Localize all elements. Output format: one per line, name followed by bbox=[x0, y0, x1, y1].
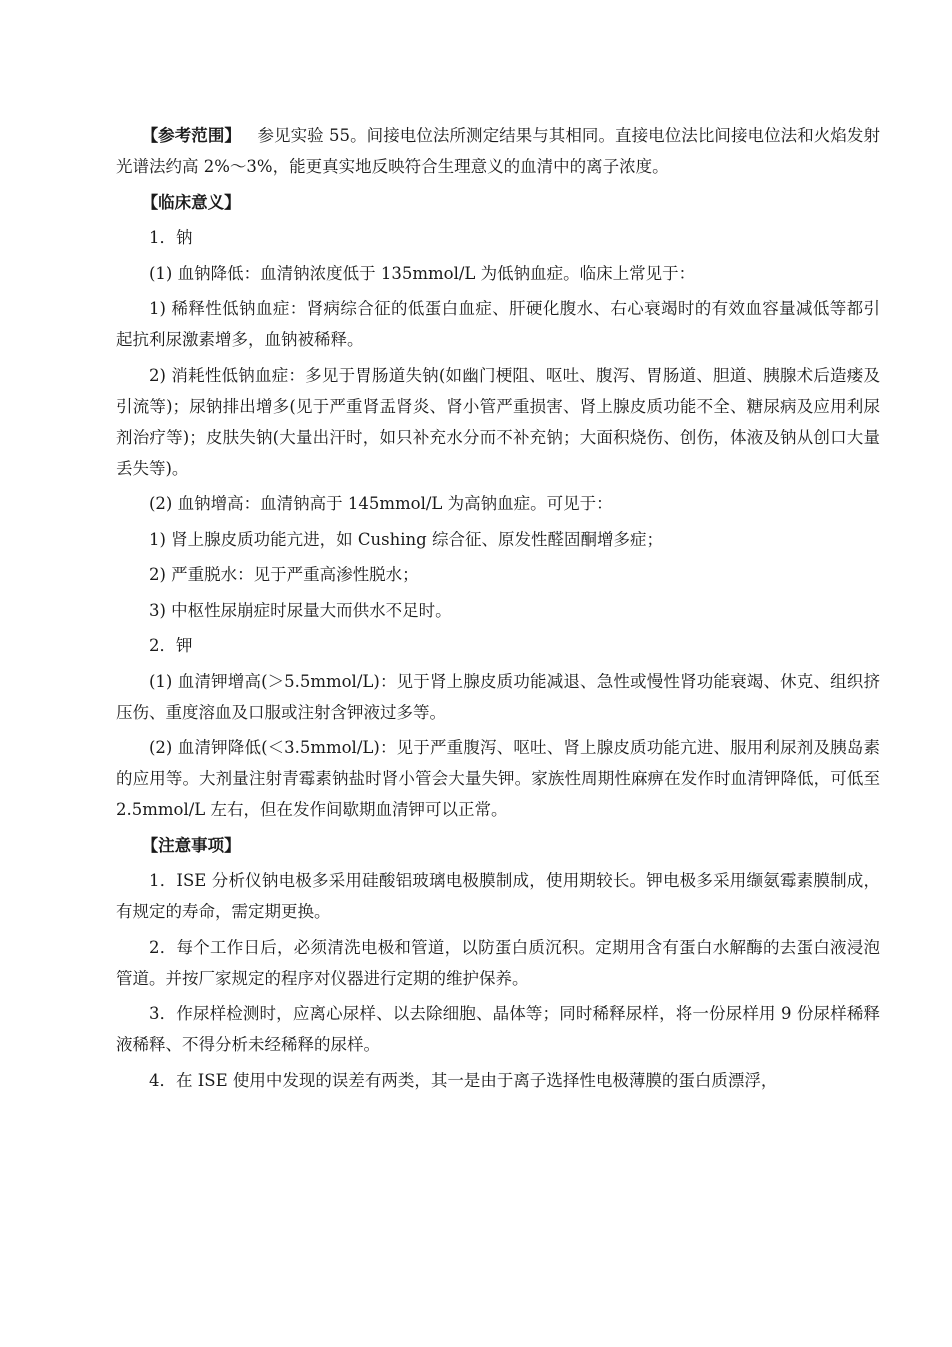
paragraph: 2．钾 bbox=[149, 636, 193, 655]
section-heading-clinical-significance: 【临床意义】 bbox=[141, 192, 241, 212]
section-heading-reference-range: 【参考范围】 bbox=[141, 126, 241, 145]
paragraph: (2) 血清钾降低(＜3.5mmol/L)：见于严重腹泻、呕吐、肾上腺皮质功能亢进、服用利尿剂及胰岛素的应用等。大剂量注射青霉素钠盐时肾小管会大量失钾。家族性周期性麻痹在发作时血清钾降低，可低至 2.5mmol/L 左右，但在发作间歇期血清钾可以正常。 bbox=[116, 738, 880, 819]
paragraph: 1) 稀释性低钠血症：肾病综合征的低蛋白血症、肝硬化腹水、右心衰竭时的有效血容量减低等都引起抗利尿激素增多，血钠被稀释。 bbox=[116, 299, 880, 349]
paragraph: 1．ISE 分析仪钠电极多采用硅酸铝玻璃电极膜制成，使用期较长。钾电极多采用缬氨霉素膜制成，有规定的寿命，需定期更换。 bbox=[116, 871, 880, 921]
reference-range-paragraph bbox=[116, 120, 880, 182]
paragraph-text: 参见实验 55。间接电位法所测定结果与其相同。直接电位法比间接电位法和火焰发射光谱法约高 2%～3%，能更真实地反映符合生理意义的血清中的离子浓度。 bbox=[116, 126, 880, 176]
paragraph: 1．钠 bbox=[149, 228, 193, 247]
paragraph: (1) 血钠降低：血清钠浓度低于 135mmol/L 为低钠血症。临床上常见于： bbox=[149, 263, 696, 283]
paragraph: (1) 血清钾增高(＞5.5mmol/L)：见于肾上腺皮质功能减退、急性或慢性肾功能衰竭、休克、组织挤压伤、重度溶血及口服或注射含钾液过多等。 bbox=[116, 671, 880, 722]
paragraph: 2．每个工作日后，必须清洗电极和管道，以防蛋白质沉积。定期用含有蛋白水解酶的去蛋白液浸泡管道。并按厂家规定的程序对仪器进行定期的维护保养。 bbox=[116, 937, 880, 988]
document-body bbox=[116, 120, 880, 1100]
paragraph: (2) 血钠增高：血清钠高于 145mmol/L 为高钠血症。可见于： bbox=[149, 494, 613, 513]
paragraph: 3．作尿样检测时，应离心尿样、以去除细胞、晶体等；同时稀释尿样，将一份尿样用 9 份尿样稀释液稀释、不得分析未经稀释的尿样。 bbox=[116, 1004, 880, 1054]
paragraph: 2) 消耗性低钠血症：多见于胃肠道失钠(如幽门梗阻、呕吐、腹泻、胃肠道、胆道、胰腺术后造瘘及引流等)；尿钠排出增多(见于严重肾盂肾炎、肾小管严重损害、肾上腺皮质功能不全、糖尿病及应用利尿剂治疗等)；皮肤失钠(大量出汗时，如只补充水分而不补充钠；大面积烧伤、创伤，体液及钠从创口大量丢失等)。 bbox=[116, 365, 880, 478]
paragraph: 4．在 ISE 使用中发现的误差有两类，其一是由于离子选择性电极薄膜的蛋白质漂浮， bbox=[149, 1070, 778, 1090]
paragraph: 1) 肾上腺皮质功能亢进，如 Cushing 综合征、原发性醛固酮增多症； bbox=[149, 529, 663, 549]
paragraph: 3) 中枢性尿崩症时尿量大而供水不足时。 bbox=[149, 600, 452, 620]
section-heading-precautions: 【注意事项】 bbox=[141, 835, 241, 855]
paragraph: 2) 严重脱水：见于严重高渗性脱水； bbox=[149, 565, 419, 584]
